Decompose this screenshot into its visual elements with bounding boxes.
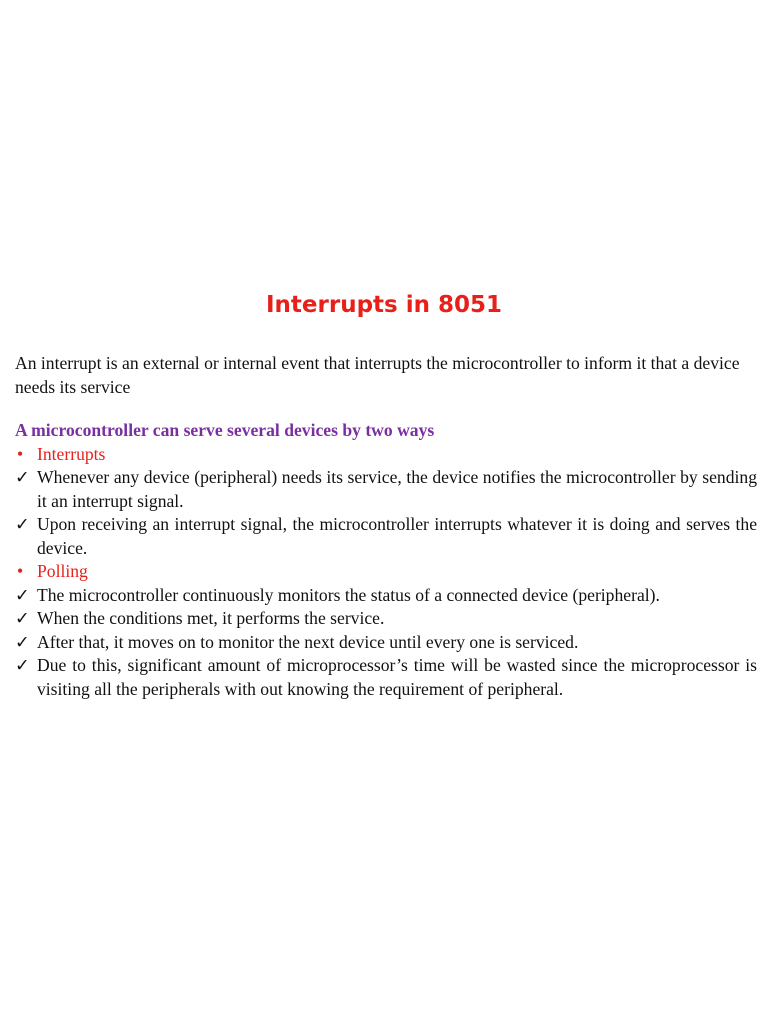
list-item xyxy=(15,654,757,701)
list-item xyxy=(15,607,757,631)
checkmark-icon: ✓ xyxy=(15,467,30,487)
section-subheading: A microcontroller can serve several devices by two ways xyxy=(15,420,435,440)
document-body xyxy=(15,352,757,701)
list-item-text: After that, it moves on to monitor the next device until every one is serviced. xyxy=(37,631,579,652)
list-item xyxy=(15,466,757,513)
checkmark-icon: ✓ xyxy=(15,608,30,628)
list-item xyxy=(15,584,757,608)
list-item xyxy=(15,631,757,655)
list-item xyxy=(15,513,757,560)
list-item-text: Upon receiving an interrupt signal, the microcontroller interrupts whatever it is doing and serves the device. xyxy=(37,514,757,558)
list-item-text: Interrupts xyxy=(37,443,106,464)
item-list xyxy=(15,443,757,702)
list-item-text: Polling xyxy=(37,561,88,581)
bullet-icon: • xyxy=(17,561,24,581)
checkmark-icon: ✓ xyxy=(15,655,30,675)
list-item-text: Due to this, significant amount of microprocessor’s time will be wasted since the microprocessor is visiting all the peripherals with out knowing the requirement of peripheral. xyxy=(37,655,757,699)
checkmark-icon: ✓ xyxy=(15,514,30,534)
list-item-text: When the conditions met, it performs the service. xyxy=(37,608,385,628)
list-item-text: Whenever any device (peripheral) needs its service, the device notifies the microcontroller by sending it an interrupt signal. xyxy=(37,467,757,511)
bullet-icon: • xyxy=(17,443,24,464)
checkmark-icon: ✓ xyxy=(15,584,30,605)
list-item-interrupts xyxy=(15,443,757,467)
list-item-polling xyxy=(15,560,757,584)
page-title: Interrupts in 8051 xyxy=(265,292,503,318)
intro-paragraph: An interrupt is an external or internal event that interrupts the microcontroller to inform it that a device needs its service xyxy=(15,353,740,397)
checkmark-icon: ✓ xyxy=(15,631,30,652)
list-item-text: The microcontroller continuously monitors the status of a connected device (peripheral). xyxy=(37,584,660,605)
